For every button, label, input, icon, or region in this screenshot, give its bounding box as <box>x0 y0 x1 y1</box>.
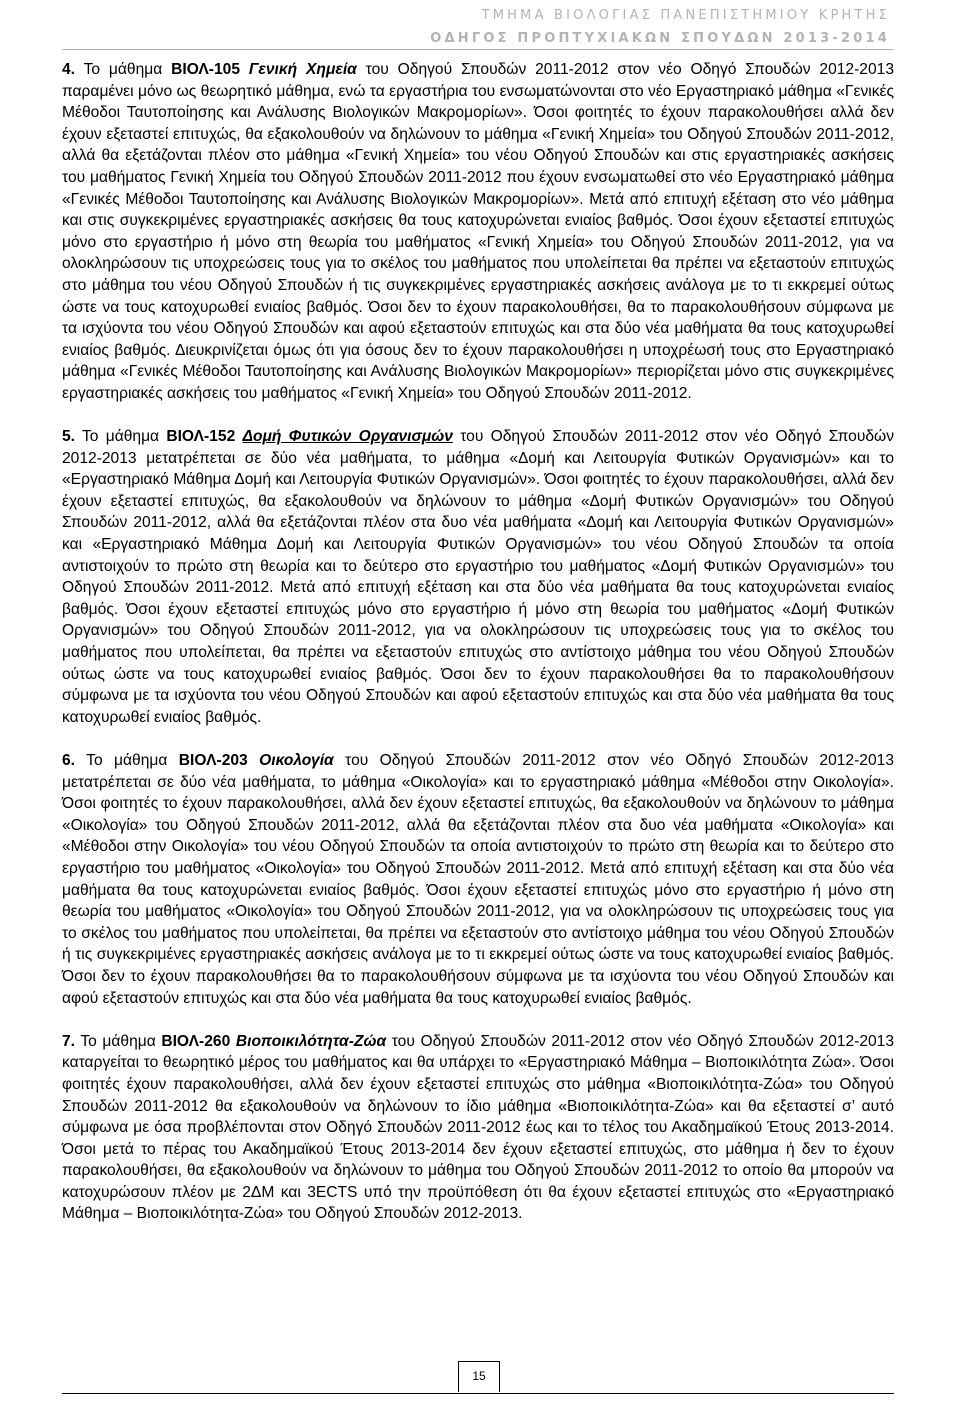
course-code: ΒΙΟΛ-105 <box>171 61 249 78</box>
course-item-6 <box>62 750 894 1009</box>
item-text: του Οδηγού Σπουδών 2011-2012 στον νέο Οδηγό Σπουδών 2012-2013 μετατρέπεται σε δύο νέα μαθήματα, το μάθημα «Οικολογία» και το εργαστηριακό μάθημα «Μέθοδοι στην Οικολογία». Όσοι φοιτητές το έχουν παρακολουθήσει, αλλά δεν έχουν εξεταστεί επιτυχώς, θα εξακολουθούν να δηλώνουν το μάθημα «Οικολογία» του Οδηγού Σπουδών 2011-2012, αλλά θα εξετάζονται πλέον στα δυο νέα μαθήματα «Οικολογία» και «Μέθοδοι στην Οικολογία» του νέου Οδηγού Σπουδών τα οποία αντιστοιχούν το πρώτο στη θεωρία και το δεύτερο στο εργαστήριο του μαθήματος «Οικολογία» του Οδηγού Σπουδών 2011-2012. Μετά από επιτυχή εξέταση και στα δύο νέα μαθήματα θα τους κατοχυρώνεται ενιαίος βαθμός. Όσοι έχουν εξεταστεί επιτυχώς μόνο στο εργαστήριο ή μόνο στη θεωρία του μαθήματος «Οικολογία» του Οδηγού Σπουδών 2011-2012, για να ολοκληρώσουν τις υποχρεώσεις τους για το σκέλος του μαθήματος που υπολείπεται, θα πρέπει να εξεταστούν στο αντίστοιχο μάθημα του νέου Οδηγού Σπουδών ή τις συγκεκριμένες εργαστηριακές ασκήσεις ανάλογα με το τι εκκρεμεί ούτως ώστε να τους κατοχυρωθεί ενιαίος βαθμός. Όσοι δεν το έχουν παρακολουθήσει θα το παρακολουθήσουν σύμφωνα με τα ισχύοντα του νέου Οδηγού Σπουδών και αφού εξεταστούν επιτυχώς και στα δύο νέα μαθήματα θα τους κατοχυρωθεί ενιαίος βαθμός. <box>62 752 894 1007</box>
item-intro: Το μάθημα <box>75 752 179 769</box>
course-code: ΒΙΟΛ-260 <box>161 1032 236 1050</box>
item-text: του Οδηγού Σπουδών 2011-2012 στον νέο Οδηγό Σπουδών 2012-2013 παραμένει μόνο ως θεωρητικό μάθημα, ενώ τα εργαστήρια του ενσωματώνονται στο νέο Εργαστηριακό μάθημα «Γενικές Μέθοδοι Ταυτοποίησης και Ανάλυσης Βιολογικών Μακρομορίων». Όσοι φοιτητές το έχουν παρακολουθήσει αλλά δεν έχουν εξεταστεί επιτυχώς, θα εξακολουθούν να δηλώνουν το μάθημα «Γενική Χημεία» του Οδηγού Σπουδών 2011-2012, αλλά θα εξετάζονται πλέον στο μάθημα «Γενική Χημεία» του νέου Οδηγού Σπουδών και στις εργαστηριακές ασκήσεις του μαθήματος Γενική Χημεία του Οδηγού Σπουδών 2011-2012 που έχουν ενσωματωθεί στο νέο Εργαστηριακό μάθημα «Γενικές Μέθοδοι Ταυτοποίησης και Ανάλυσης Βιολογικών Μακρομορίων». Μετά από επιτυχή εξέταση στο νέο μάθημα και στις συγκεκριμένες εργαστηριακές ασκήσεις θα τους κατοχυρώνεται ενιαίος βαθμός. Όσοι έχουν εξεταστεί επιτυχώς μόνο στο εργαστήριο ή μόνο στη θεωρία του μαθήματος «Γενική Χημεία» του Οδηγού Σπουδών 2011-2012, για να ολοκληρώσουν τις υποχρεώσεις τους για το σκέλος του μαθήματος που υπολείπεται θα πρέπει να εξεταστούν επιτυχώς στο μάθημα του νέου Οδηγού Σπουδών ή τις συγκεκριμένες εργαστηριακές ασκήσεις ανάλογα με το τι εκκρεμεί ούτως ώστε να τους κατοχυρωθεί ενιαίος βαθμός. Όσοι δεν το έχουν παρακολουθήσει, θα το παρακολουθήσουν σύμφωνα με τα ισχύοντα του νέου Οδηγού Σπουδών και αφού εξεταστούν επιτυχώς και στα δύο νέα μαθήματα θα τους κατοχυρωθεί ενιαίος βαθμός. Διευκρινίζεται όμως ότι για όσους δεν το έχουν παρακολουθήσει η υποχρέωσή τους στο Εργαστηριακό μάθημα «Γενικές Μέθοδοι Ταυτοποίησης και Ανάλυσης Βιολογικών Μακρομορίων» περιορίζεται μόνο στις συγκεκριμένες εργαστηριακές ασκήσεις του μαθήματος «Γενική Χημεία» του Οδηγού Σπουδών 2011-2012. <box>62 61 894 402</box>
course-title: Βιοποικιλότητα-Ζώα <box>235 1032 387 1050</box>
item-number: 7. <box>62 1032 76 1050</box>
course-item-7 <box>62 1031 894 1225</box>
item-text: του Οδηγού Σπουδών 2011-2012 στον νέο Οδηγό Σπουδών 2012-2013 μετατρέπεται σε δύο νέα μαθήματα, το μάθημα «Δομή και Λειτουργία Φυτικών Οργανισμών» και το «Εργαστηριακό Μάθημα Δομή και Λειτουργία Φυτικών Οργανισμών». Όσοι φοιτητές το έχουν παρακολουθήσει, αλλά δεν έχουν εξεταστεί επιτυχώς, θα εξακολουθούν να δηλώνουν το μάθημα «Δομή Φυτικών Οργανισμών» του Οδηγού Σπουδών 2011-2012, αλλά θα εξετάζονται πλέον στα δυο νέα μαθήματα «Δομή και Λειτουργία Φυτικών Οργανισμών» και «Εργαστηριακό Μάθημα Δομή και Λειτουργία Φυτικών Οργανισμών» του νέου Οδηγού Σπουδών τα οποία αντιστοιχούν το πρώτο στη θεωρία και το δεύτερο στο εργαστήριο του μαθήματος «Δομή Φυτικών Οργανισμών» του Οδηγού Σπουδών 2011-2012. Μετά από επιτυχή εξέταση και στα δύο νέα μαθήματα θα τους κατοχυρώνεται ενιαίος βαθμός. Όσοι έχουν εξεταστεί επιτυχώς μόνο στο εργαστήριο ή μόνο στη θεωρία του μαθήματος «Δομή Φυτικών Οργανισμών» του Οδηγού Σπουδών 2011-2012, για να ολοκληρώσουν τις υποχρεώσεις τους για το σκέλος του μαθήματος που υπολείπεται, θα πρέπει να εξεταστούν επιτυχώς στο αντίστοιχο μάθημα του νέου Οδηγού Σπουδών ούτως ώστε να τους κατοχυρωθεί ενιαίος βαθμός. Όσοι δεν το έχουν παρακολουθήσει θα το παρακολουθήσουν σύμφωνα με τα ισχύοντα του νέου Οδηγού Σπουδών και αφού εξεταστούν επιτυχώς και στα δύο νέα μαθήματα θα τους κατοχυρωθεί ενιαίος βαθμός. <box>62 428 894 726</box>
course-item-4 <box>62 59 894 405</box>
course-code: ΒΙΟΛ-203 <box>178 752 260 769</box>
item-intro: Το μάθημα <box>75 428 167 446</box>
footer-rule <box>62 1393 894 1394</box>
item-number: 5. <box>62 428 76 446</box>
course-title: Δομή Φυτικών Οργανισμών <box>242 428 453 446</box>
item-intro: Το μάθημα <box>75 1032 162 1050</box>
document-body <box>62 59 894 1225</box>
page-number: 15 <box>472 1369 486 1383</box>
course-title: Γενική Χημεία <box>248 61 357 78</box>
item-number: 6. <box>62 752 76 769</box>
item-text: του Οδηγού Σπουδών 2011-2012 στον νέο Οδηγό Σπουδών 2012-2013 καταργείται το θεωρητικό μέρος του μαθήματος και θα υπάρχει το «Εργαστηριακό Μάθημα – Βιοποικιλότητα Ζώα». Όσοι φοιτητές έχουν παρακολουθήσει, αλλά δεν έχουν εξεταστεί επιτυχώς στο μάθημα «Βιοποικιλότητα-Ζώα» του Οδηγού Σπουδών 2011-2012 θα εξακολουθούν να δηλώνουν το ίδιο μάθημα «Βιοποικιλότητα-Ζώα» και θα εξεταστεί σ’ αυτό σύμφωνα με όσα προβλέπονται στον Οδηγό Σπουδών 2011-2012 έως και το τέλος του Ακαδημαϊκού Έτους 2013-2014. Όσοι μετά το πέρας του Ακαδημαϊκού Έτους 2013-2014 δεν έχουν εξεταστεί επιτυχώς, στο μάθημα ή δεν το έχουν παρακολουθήσει, θα εξακολουθούν να δηλώνουν το μάθημα του Οδηγού Σπουδών 2011-2012 το οποίο θα μπορούν να κατοχυρώσουν πλέον με 2ΔΜ και 3ECTS υπό την προϋπόθεση ότι θα έχουν εξεταστεί επιτυχώς στο «Εργαστηριακό Μάθημα – Βιοποικιλότητα-Ζώα» του Οδηγού Σπουδών 2012-2013. <box>62 1032 895 1223</box>
course-title: Οικολογία <box>259 752 334 769</box>
header-guide-title: ΟΔΗΓΟΣ ΠΡΟΠΤΥΧΙΑΚΩΝ ΣΠΟΥΔΩΝ 2013-2014 <box>430 31 890 46</box>
header-rule <box>62 49 894 50</box>
course-item-5 <box>62 426 894 728</box>
item-intro: Το μάθημα <box>75 61 172 78</box>
header-department: ΤΜΗΜΑ ΒΙΟΛΟΓΙΑΣ ΠΑΝΕΠΙΣΤΗΜΙΟΥ ΚΡΗΤΗΣ <box>481 8 890 23</box>
item-number: 4. <box>62 61 76 78</box>
course-code: ΒΙΟΛ-152 <box>166 428 243 446</box>
